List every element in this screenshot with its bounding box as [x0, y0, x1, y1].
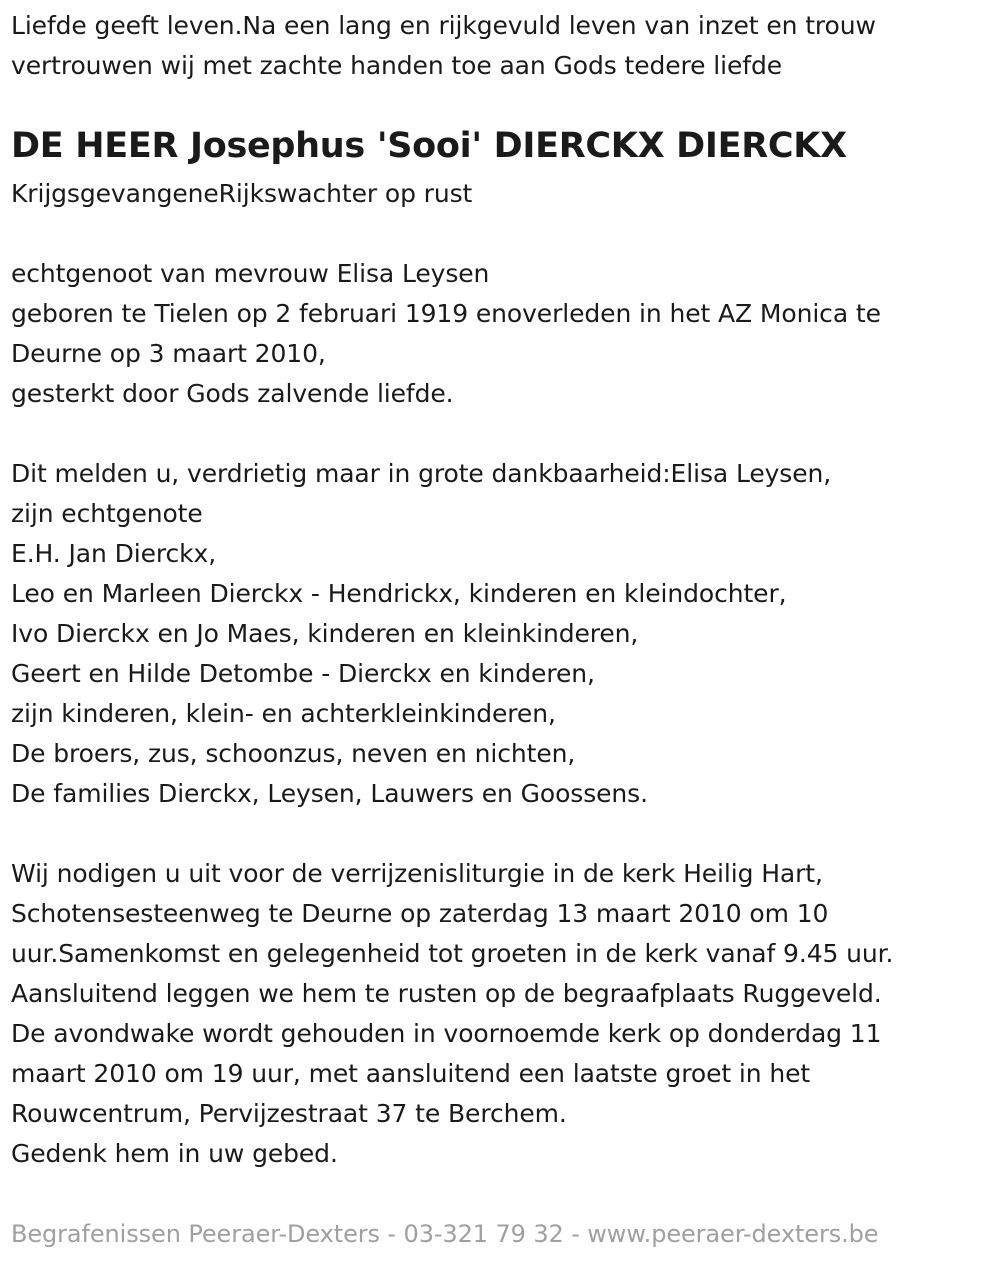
ceremony-line: Wij nodigen u uit voor de verrijzenisliturgie in de kerk Heilig Hart,	[11, 859, 823, 888]
ceremony-line: Schotensesteenweg te Deurne op zaterdag 13 maart 2010 om 10	[11, 899, 829, 928]
biography-line: echtgenoot van mevrouw Elisa Leysen	[11, 259, 490, 288]
ceremony-line: Aansluitend leggen we hem te rusten op de begraafplaats Ruggeveld.	[11, 979, 882, 1008]
ceremony-line: maart 2010 om 19 uur, met aansluitend een laatste groet in het	[11, 1059, 811, 1088]
intro-line: Liefde geeft leven.Na een lang en rijkgevuld leven van inzet en trouw	[11, 11, 876, 40]
deceased-name: DE HEER Josephus 'Sooi' DIERCKX DIERCKX	[11, 126, 847, 166]
ceremony-line: Gedenk hem in uw gebed.	[11, 1139, 338, 1168]
family-line: zijn kinderen, klein- en achterkleinkinderen,	[11, 699, 556, 728]
ceremony-line: De avondwake wordt gehouden in voornoemde kerk op donderdag 11	[11, 1019, 882, 1048]
family-line: zijn echtgenote	[11, 499, 203, 528]
ceremony-line: Rouwcentrum, Pervijzestraat 37 te Berchem.	[11, 1099, 567, 1128]
biography-line: Deurne op 3 maart 2010,	[11, 339, 326, 368]
intro-text	[11, 6, 876, 86]
family-line: E.H. Jan Dierckx,	[11, 539, 217, 568]
family-line: De families Dierckx, Leysen, Lauwers en Goossens.	[11, 779, 648, 808]
intro-line: vertrouwen wij met zachte handen toe aan Gods tedere liefde	[11, 51, 783, 80]
ceremony-block	[11, 854, 893, 1174]
family-line: Dit melden u, verdrietig maar in grote dankbaarheid:Elisa Leysen,	[11, 459, 832, 488]
biography-block	[11, 254, 881, 414]
biography-line: gesterkt door Gods zalvende liefde.	[11, 379, 454, 408]
ceremony-line: uur.Samenkomst en gelegenheid tot groeten in de kerk vanaf 9.45 uur.	[11, 939, 894, 968]
family-line: Ivo Dierckx en Jo Maes, kinderen en kleinkinderen,	[11, 619, 639, 648]
deceased-title	[11, 174, 472, 214]
family-line: Geert en Hilde Detombe - Dierckx en kinderen,	[11, 659, 595, 688]
funeral-home-footer: Begrafenissen Peeraer-Dexters - 03-321 79 32 - www.peeraer-dexters.be	[11, 1220, 879, 1248]
family-line: De broers, zus, schoonzus, neven en nichten,	[11, 739, 576, 768]
biography-line: geboren te Tielen op 2 februari 1919 enoverleden in het AZ Monica te	[11, 299, 881, 328]
subtitle-line: KrijgsgevangeneRijkswachter op rust	[11, 179, 473, 208]
family-line: Leo en Marleen Dierckx - Hendrickx, kinderen en kleindochter,	[11, 579, 787, 608]
family-block	[11, 454, 831, 814]
